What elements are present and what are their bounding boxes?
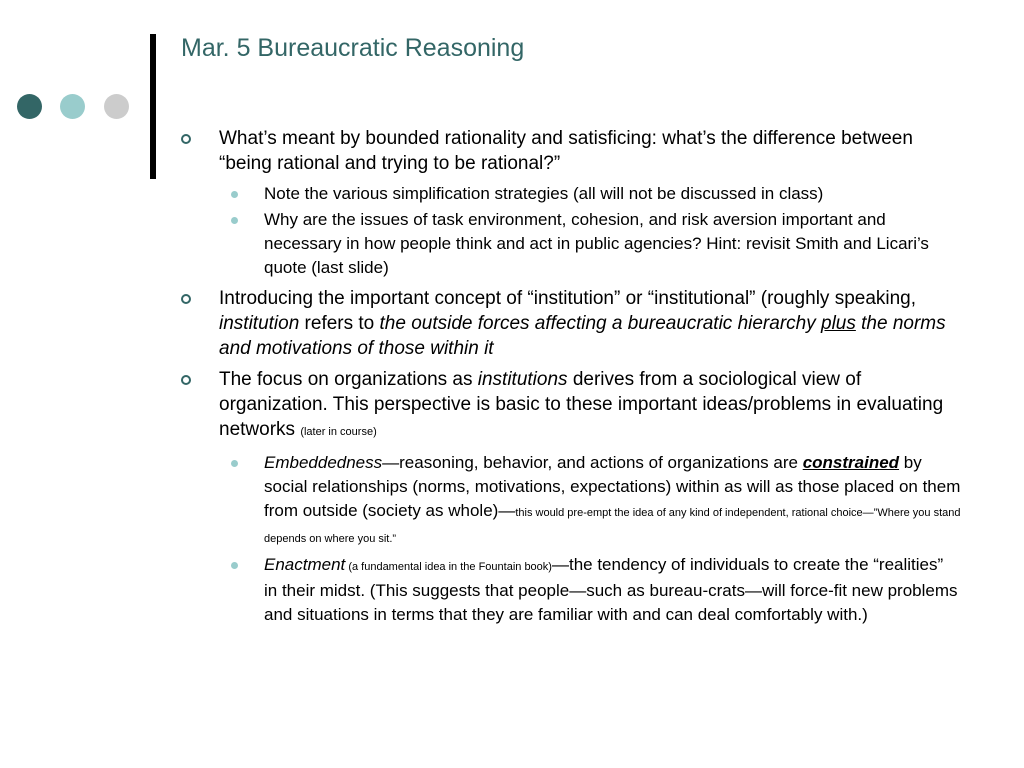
sub-bullet-emphasis: constrained [802,453,900,472]
sub-bullet-text: Why are the issues of task environment, cohesion, and risk aversion important and necessary in how people think and act in public agencies? Hint: revisit Smith and Licari’s quote (last slide) [264,210,929,277]
decorative-dot-grey [104,94,129,119]
sub-bullet-task-environment [226,208,961,280]
slide-body [181,126,961,629]
sub-bullet-small-text: this would pre-empt the idea of any kind of independent, rational choice—”Where you stand depends on where you sit.” [264,507,961,545]
bullet-institution [181,286,961,361]
sub-bullet-small-text: (a fundamental idea in the Fountain book) [345,561,552,573]
sub-bullet-term: Enactment [264,555,346,574]
sub-bullet-text: by social relationships (norms, motivations, expectations) within as will as those placed on them from outside (society as whole)— [264,453,961,520]
sub-bullet-embeddedness [226,451,961,551]
bullet-text-italic: institutions [477,369,568,390]
sub-bullet-enactment [226,553,961,627]
bullet-text-part: Introducing the important concept of “institution” or “institutional” (roughly speaking, [219,288,917,309]
ring-bullet-icon [181,294,191,304]
bullet-text-part: derives from a sociological view of organization. This perspective is basic to these important ideas/problems in evaluating networks [219,369,944,440]
bullet-text: What’s meant by bounded rationality and satisficing: what’s the difference between “being rational and trying to be rational?” [219,128,913,174]
dot-bullet-icon [231,191,238,198]
ring-bullet-icon [181,375,191,385]
sub-bullet-text: —the tendency of individuals to create the “realities” in their midst. (This suggests that people—such as bureau-crats—will force-fit new problems and situations in terms that they are familiar with and can deal comfortably with.) [264,555,958,624]
bullet-text-underlined: plus [821,313,856,334]
dot-bullet-icon [231,217,238,224]
decorative-dot-teal [60,94,85,119]
bullet-text-italic: institution [219,313,300,334]
sub-bullet-term: Embeddedness [264,453,383,472]
sub-bullet-text: Note the various simplification strategies (all will not be discussed in class) [264,184,824,203]
bullet-bounded-rationality [181,126,961,176]
bullet-text-italic: the outside forces affecting a bureaucratic hierarchy [379,313,821,334]
bullet-text-part: The focus on organizations as [219,369,478,390]
vertical-divider [150,34,156,179]
decorative-dot-dark [17,94,42,119]
bullet-text-italic: the norms and motivations of those within it [219,313,946,359]
sub-bullet-text: —reasoning, behavior, and actions of organizations are [382,453,803,472]
bullet-text-part: refers to [299,313,380,334]
bullet-text-small: (later in course) [300,426,377,438]
bullet-organizations-as-institutions [181,367,961,445]
dot-bullet-icon [231,562,238,569]
dot-bullet-icon [231,460,238,467]
sub-bullet-simplification [226,182,961,206]
ring-bullet-icon [181,134,191,144]
slide-title: Mar. 5 Bureaucratic Reasoning [181,34,525,62]
